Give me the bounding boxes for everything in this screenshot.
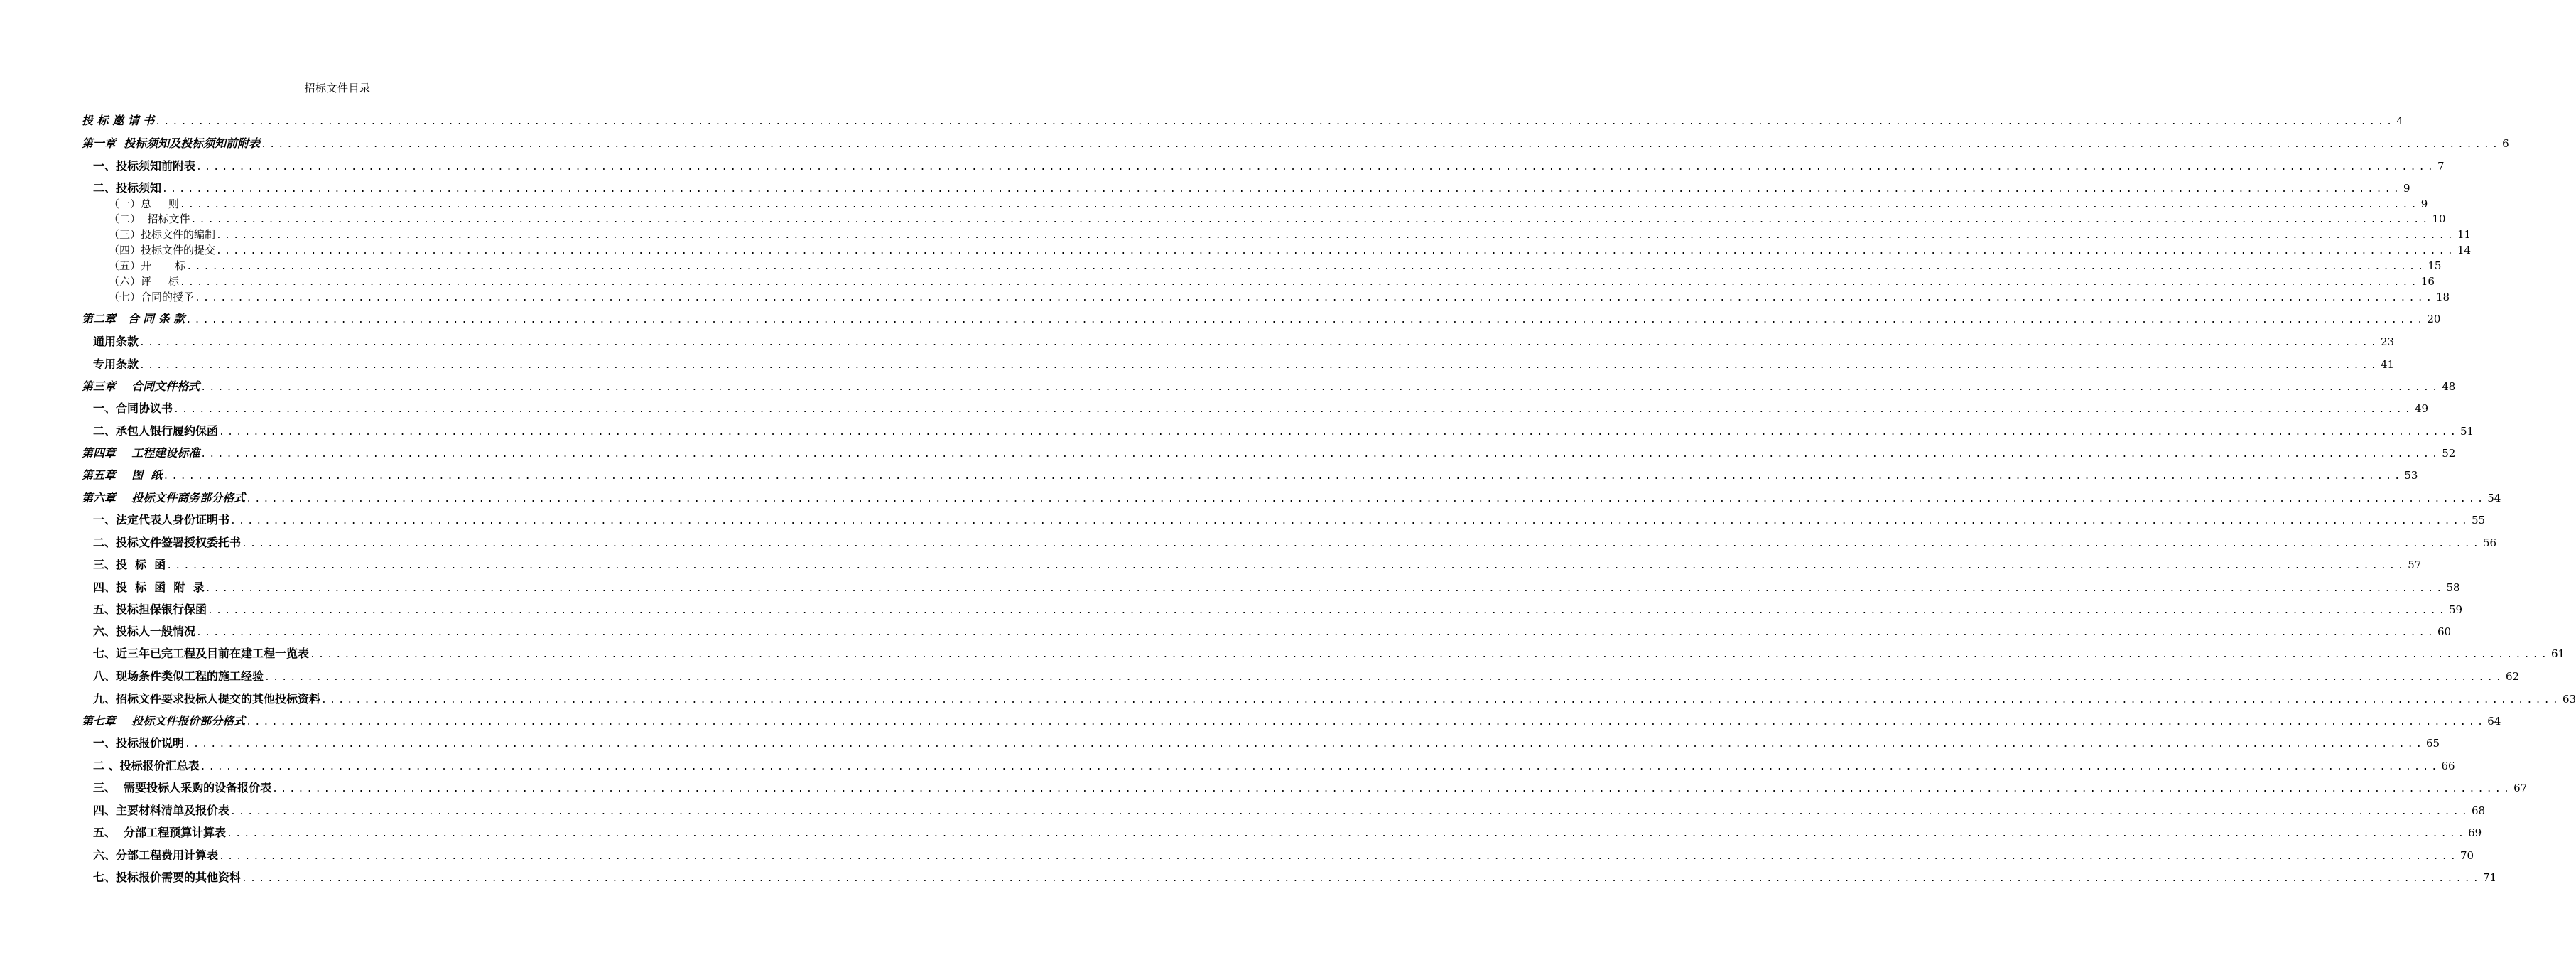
toc-entry-label: 六、投标人一般情况 xyxy=(93,625,196,638)
toc-entry-label: （六）评 标 xyxy=(109,275,179,288)
toc-entry[interactable] xyxy=(93,424,2474,440)
toc-entry[interactable] xyxy=(82,491,2501,507)
toc-dot-leader: .................................................................................................................................................................................................................................................................... xyxy=(230,806,2470,817)
toc-dot-leader: .................................................................................................................................................................................................................................................................... xyxy=(219,851,2459,862)
toc-page-number: 65 xyxy=(2425,737,2440,750)
toc-entry[interactable] xyxy=(93,736,2440,752)
toc-page-number: 68 xyxy=(2471,804,2486,817)
toc-entry-label: 八、现场条件类似工程的施工经验 xyxy=(93,669,264,683)
toc-dot-leader: .................................................................................................................................................................................................................................................................... xyxy=(242,873,2482,884)
toc-entry[interactable] xyxy=(82,312,2441,328)
toc-entry[interactable] xyxy=(93,513,2486,529)
toc-page-number: 15 xyxy=(2428,259,2442,272)
toc-entry-label: （二） 招标文件 xyxy=(109,212,190,225)
toc-entry[interactable] xyxy=(93,581,2460,596)
toc-entry-label: 二、投标须知 xyxy=(93,181,162,195)
toc-page-number: 16 xyxy=(2420,275,2435,288)
toc-entry[interactable] xyxy=(93,536,2497,551)
toc-dot-leader: .................................................................................................................................................................................................................................................................... xyxy=(219,427,2459,438)
toc-entry[interactable] xyxy=(93,335,2395,350)
document-title: 招标文件目录 xyxy=(304,82,371,95)
toc-entry-label: 一、法定代表人身份证明书 xyxy=(93,513,230,527)
toc-page-number: 7 xyxy=(2437,160,2445,173)
toc-dot-leader: .................................................................................................................................................................................................................................................................... xyxy=(185,315,2426,325)
toc-entry[interactable] xyxy=(82,714,2501,730)
toc-page-number: 6 xyxy=(2502,137,2509,150)
toc-page-number: 52 xyxy=(2442,447,2456,460)
toc-entry-label: （三）投标文件的编制 xyxy=(109,228,216,241)
toc-entry-label: 二、承包人银行履约保函 xyxy=(93,424,219,438)
toc-dot-leader: .................................................................................................................................................................................................................................................................... xyxy=(139,360,2379,371)
toc-entry-label: 第五章 图 纸 xyxy=(82,468,163,482)
toc-page-number: 14 xyxy=(2457,244,2472,257)
toc-entry[interactable] xyxy=(109,212,2446,227)
toc-dot-leader: .................................................................................................................................................................................................................................................................... xyxy=(185,739,2425,750)
toc-page-number: 70 xyxy=(2459,849,2474,862)
toc-entry-label: 三、投 标 函 xyxy=(93,558,166,571)
toc-entry-label: 七、投标报价需要的其他资料 xyxy=(93,870,242,884)
toc-page-number: 53 xyxy=(2404,469,2418,482)
toc-entry[interactable] xyxy=(93,848,2474,864)
toc-dot-leader: .................................................................................................................................................................................................................................................................... xyxy=(200,382,2441,393)
toc-page-number: 4 xyxy=(2396,114,2403,127)
toc-dot-leader: .................................................................................................................................................................................................................................................................... xyxy=(272,784,2513,794)
toc-entry-label: （七）合同的授予 xyxy=(109,291,195,303)
toc-entry[interactable] xyxy=(93,759,2455,775)
toc-entry-label: 通用条款 xyxy=(93,335,139,348)
toc-dot-leader: .................................................................................................................................................................................................................................................................... xyxy=(246,494,2486,505)
toc-page-number: 11 xyxy=(2457,228,2472,241)
toc-page-number: 55 xyxy=(2471,514,2486,527)
toc-dot-leader: .................................................................................................................................................................................................................................................................... xyxy=(242,539,2482,549)
toc-page-number: 18 xyxy=(2435,291,2450,303)
toc-page-number: 10 xyxy=(2432,212,2446,225)
toc-entry[interactable] xyxy=(82,446,2456,462)
toc-entry[interactable] xyxy=(82,136,2509,152)
toc-entry-label: 投 标 邀 请 书 xyxy=(82,114,155,127)
toc-dot-leader: .................................................................................................................................................................................................................................................................... xyxy=(246,717,2486,728)
toc-page-number: 9 xyxy=(2420,198,2428,210)
toc-entry-label: 五、投标担保银行保函 xyxy=(93,603,207,616)
toc-dot-leader: .................................................................................................................................................................................................................................................................... xyxy=(216,230,2456,241)
toc-dot-leader: .................................................................................................................................................................................................................................................................... xyxy=(195,293,2435,303)
toc-dot-leader: .................................................................................................................................................................................................................................................................... xyxy=(200,449,2441,460)
toc-entry-label: 四、投 标 函 附 录 xyxy=(93,581,205,594)
toc-dot-leader: .................................................................................................................................................................................................................................................................... xyxy=(179,277,2420,288)
toc-entry[interactable] xyxy=(93,647,2565,662)
toc-entry[interactable] xyxy=(93,401,2429,417)
toc-dot-leader: .................................................................................................................................................................................................................................................................... xyxy=(264,672,2504,683)
toc-entry-label: 一、投标报价说明 xyxy=(93,736,185,750)
toc-page-number: 23 xyxy=(2380,335,2395,348)
toc-entry-label: 六、分部工程费用计算表 xyxy=(93,848,219,862)
toc-entry[interactable] xyxy=(93,181,2410,197)
toc-page-number: 67 xyxy=(2513,782,2528,794)
toc-entry[interactable] xyxy=(82,379,2456,395)
toc-entry-label: 五、 分部工程预算计算表 xyxy=(93,826,227,839)
toc-entry-label: 第四章 工程建设标准 xyxy=(82,446,200,460)
toc-page-number: 61 xyxy=(2550,647,2565,660)
toc-entry[interactable] xyxy=(93,781,2528,797)
toc-entry-label: 二 、投标报价汇总表 xyxy=(93,759,200,772)
toc-page-number: 20 xyxy=(2427,313,2441,325)
toc-entry[interactable] xyxy=(93,669,2520,685)
toc-entry[interactable] xyxy=(82,468,2418,484)
toc-page-number: 9 xyxy=(2403,182,2410,195)
toc-entry[interactable] xyxy=(93,357,2395,373)
toc-dot-leader: .................................................................................................................................................................................................................................................................... xyxy=(190,215,2431,225)
toc-page-number: 71 xyxy=(2482,871,2497,884)
toc-entry-label: 第一章 投标须知及投标须知前附表 xyxy=(82,136,261,150)
toc-entry-label: 一、投标须知前附表 xyxy=(93,159,196,173)
toc-entry-label: （四）投标文件的提交 xyxy=(109,244,216,257)
toc-dot-leader: .................................................................................................................................................................................................................................................................... xyxy=(163,471,2403,482)
toc-entry-label: 第六章 投标文件商务部分格式 xyxy=(82,491,246,505)
toc-entry-label: 二、投标文件签署授权委托书 xyxy=(93,536,242,549)
toc-entry[interactable] xyxy=(93,159,2445,175)
toc-page-number: 41 xyxy=(2380,358,2395,371)
toc-entry[interactable] xyxy=(93,804,2486,819)
toc-entry[interactable] xyxy=(93,692,2576,708)
toc-dot-leader: .................................................................................................................................................................................................................................................................... xyxy=(173,404,2413,415)
toc-entry-label: （五）开 标 xyxy=(109,259,186,272)
toc-entry[interactable] xyxy=(93,558,2422,573)
toc-entry[interactable] xyxy=(93,603,2463,618)
toc-dot-leader: .................................................................................................................................................................................................................................................................... xyxy=(166,561,2407,571)
toc-entry-label: 四、主要材料清单及报价表 xyxy=(93,804,230,817)
toc-entry-label: 九、招标文件要求投标人提交的其他投标资料 xyxy=(93,692,321,706)
toc-entry[interactable] xyxy=(109,290,2450,306)
toc-page-number: 62 xyxy=(2505,670,2520,683)
toc-dot-leader: .................................................................................................................................................................................................................................................................... xyxy=(196,162,2436,173)
toc-entry-label: 专用条款 xyxy=(93,357,139,371)
toc-entry-label: 第七章 投标文件报价部分格式 xyxy=(82,714,246,728)
toc-page-number: 64 xyxy=(2487,715,2501,728)
toc-dot-leader: .................................................................................................................................................................................................................................................................... xyxy=(139,338,2379,348)
toc-dot-leader: .................................................................................................................................................................................................................................................................... xyxy=(205,583,2445,594)
toc-entry[interactable] xyxy=(93,870,2497,886)
toc-dot-leader: .................................................................................................................................................................................................................................................................... xyxy=(310,649,2550,660)
toc-dot-leader: .................................................................................................................................................................................................................................................................... xyxy=(321,695,2561,706)
toc-entry[interactable] xyxy=(93,826,2482,841)
toc-page-number: 66 xyxy=(2441,760,2455,772)
toc-page-number: 57 xyxy=(2408,559,2422,571)
toc-page-number: 60 xyxy=(2437,625,2452,638)
toc-entry-label: 第二章 合 同 条 款 xyxy=(82,312,185,325)
toc-entry-label: 七、近三年已完工程及目前在建工程一览表 xyxy=(93,647,310,660)
toc-page-number: 49 xyxy=(2414,402,2429,415)
toc-page-number: 63 xyxy=(2562,693,2576,706)
toc-dot-leader: .................................................................................................................................................................................................................................................................... xyxy=(227,829,2467,839)
toc-page-number: 51 xyxy=(2459,425,2474,438)
toc-entry[interactable] xyxy=(109,274,2435,290)
toc-page-number: 59 xyxy=(2448,603,2463,616)
toc-page-number: 58 xyxy=(2446,581,2460,594)
toc-page-number: 54 xyxy=(2487,492,2501,505)
toc-page-number: 69 xyxy=(2468,826,2482,839)
toc-entry-label: 第三章 合同文件格式 xyxy=(82,379,200,393)
toc-page-number: 48 xyxy=(2442,380,2456,393)
toc-dot-leader: .................................................................................................................................................................................................................................................................... xyxy=(155,117,2396,127)
toc-dot-leader: .................................................................................................................................................................................................................................................................... xyxy=(230,516,2470,527)
toc-entry[interactable] xyxy=(93,625,2452,640)
toc-dot-leader: .................................................................................................................................................................................................................................................................... xyxy=(200,762,2440,772)
toc-page-number: 56 xyxy=(2482,536,2497,549)
toc-entry-label: 一、合同协议书 xyxy=(93,401,173,415)
toc-dot-leader: .................................................................................................................................................................................................................................................................... xyxy=(216,246,2456,257)
toc-dot-leader: .................................................................................................................................................................................................................................................................... xyxy=(196,627,2436,638)
toc-entry[interactable] xyxy=(109,259,2442,274)
toc-dot-leader: .................................................................................................................................................................................................................................................................... xyxy=(162,184,2402,195)
toc-dot-leader: .................................................................................................................................................................................................................................................................... xyxy=(207,605,2447,616)
toc-entry-label: 三、 需要投标人采购的设备报价表 xyxy=(93,781,272,794)
toc-dot-leader: .................................................................................................................................................................................................................................................................... xyxy=(186,261,2427,272)
toc-dot-leader: .................................................................................................................................................................................................................................................................... xyxy=(179,200,2420,210)
toc-entry[interactable] xyxy=(109,227,2472,243)
toc-entry[interactable] xyxy=(82,114,2403,129)
toc-dot-leader: .................................................................................................................................................................................................................................................................... xyxy=(261,139,2501,150)
toc-entry[interactable] xyxy=(109,197,2428,212)
toc-entry-label: （一）总 则 xyxy=(109,198,179,210)
toc-entry[interactable] xyxy=(109,243,2472,259)
